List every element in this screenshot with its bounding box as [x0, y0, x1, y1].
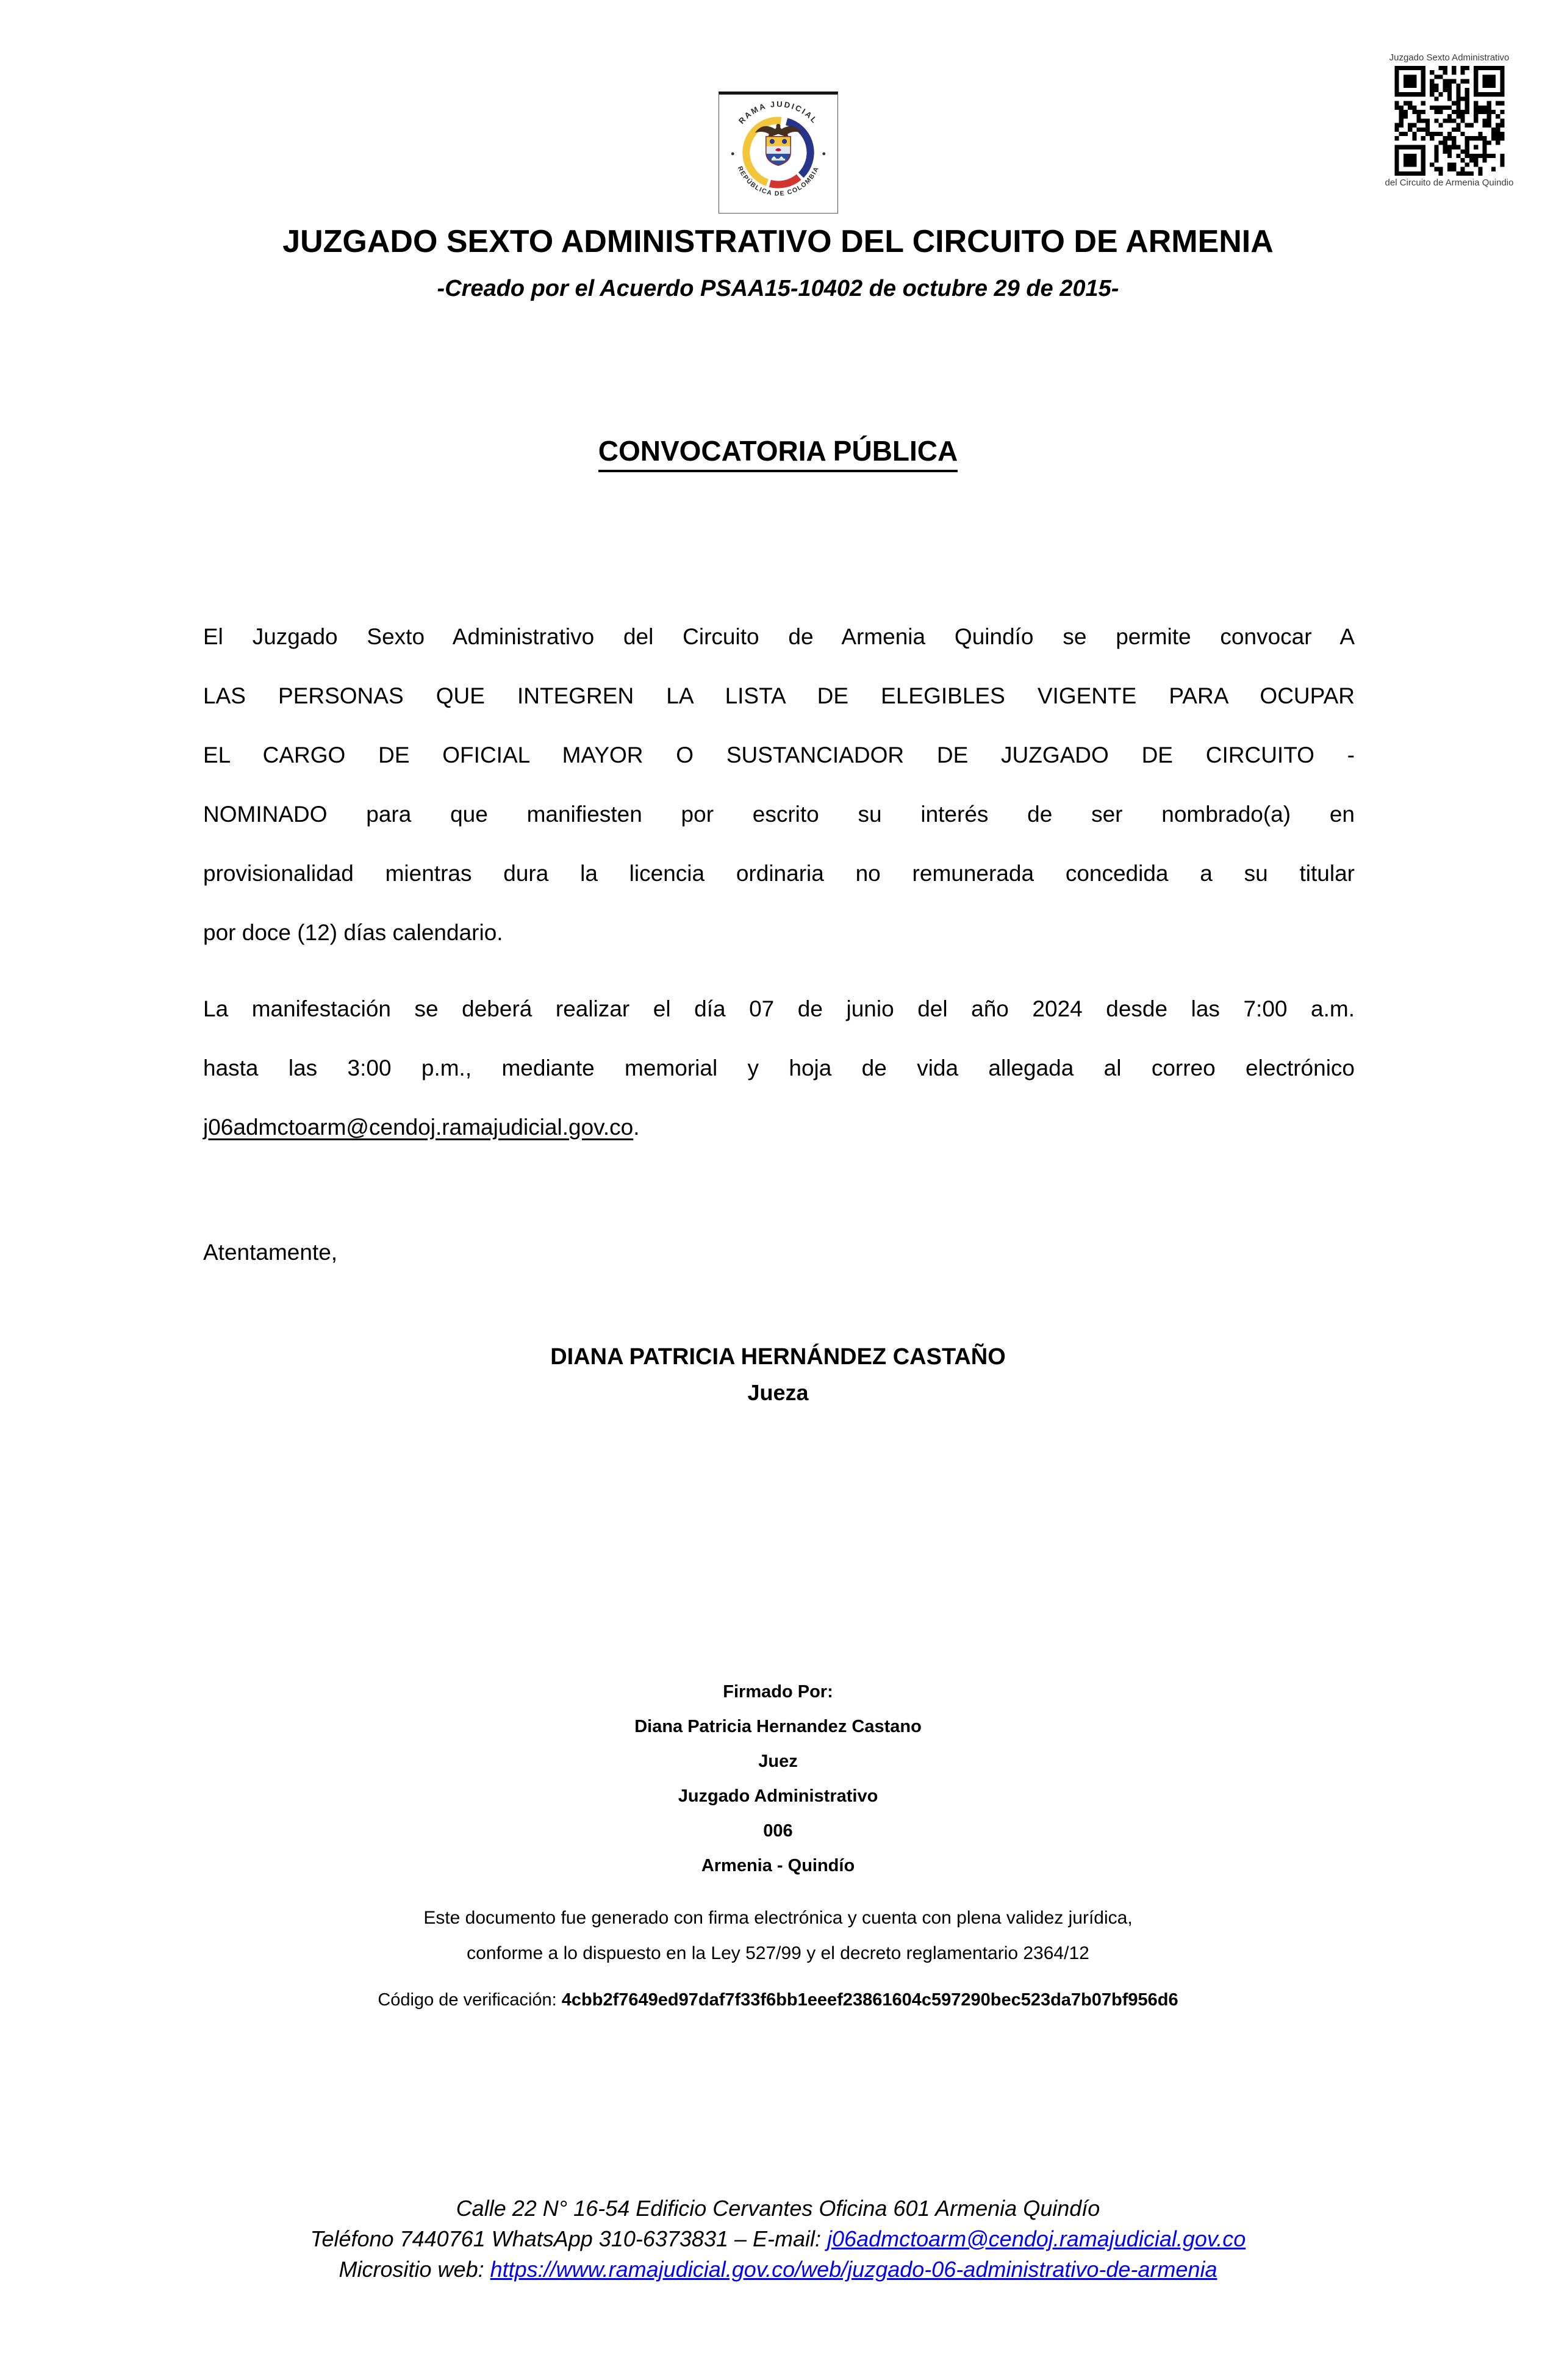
footer-address: Calle 22 N° 16-54 Edificio Cervantes Oficina 601 Armenia Quindío — [456, 2196, 1100, 2221]
page-footer — [0, 2193, 1556, 2285]
qr-block — [1367, 52, 1532, 189]
seal-bottom-text: REPÚBLICA DE COLOMBIA — [736, 165, 820, 198]
paragraph-line: provisionalidad mientras dura la licencia ordinaria no remunerada concedida a su titular — [203, 861, 1355, 886]
paragraph-line: El Juzgado Sexto Administrativo del Circuito de Armenia Quindío se permite convocar A — [203, 624, 1355, 649]
signature-block-line: Diana Patricia Hernandez Castano — [634, 1717, 922, 1736]
legal-notice — [0, 1900, 1556, 1971]
footer-website-link[interactable]: https://www.ramajudicial.gov.co/web/juzgado-06-administrativo-de-armenia — [490, 2257, 1217, 2282]
signature-name: DIANA PATRICIA HERNÁNDEZ CASTAÑO — [550, 1344, 1006, 1370]
email-suffix: . — [633, 1115, 640, 1140]
electronic-signature-block — [0, 1675, 1556, 1883]
signature-block-line: Juez — [758, 1752, 798, 1771]
rama-judicial-emblem-icon — [720, 96, 837, 210]
signature — [0, 1342, 1556, 1406]
footer-website — [0, 2254, 1556, 2285]
qr-top-caption: Juzgado Sexto Administrativo — [1389, 52, 1510, 63]
qr-bottom-caption: del Circuito de Armenia Quindio — [1385, 178, 1514, 188]
paragraph-line: La manifestación se deberá realizar el día 07 de junio del año 2024 desde las 7:00 a.m. — [203, 996, 1355, 1021]
page-title: JUZGADO SEXTO ADMINISTRATIVO DEL CIRCUITO DE ARMENIA — [282, 224, 1274, 259]
verification-code-line — [0, 1990, 1556, 2010]
rama-judicial-logo — [719, 92, 838, 214]
signature-role: Jueza — [747, 1380, 809, 1405]
paragraph-line: hasta las 3:00 p.m., mediante memorial y hoja de vida allegada al correo electrónico — [203, 1055, 1355, 1080]
footer-website-label: Micrositio web: — [339, 2257, 490, 2282]
paragraph-1 — [203, 607, 1355, 962]
signature-block-line: Firmado Por: — [723, 1682, 833, 1702]
verification-code: 4cbb2f7649ed97daf7f33f6bb1eeef23861604c597290bec523da7b07bf956d6 — [561, 1990, 1178, 2010]
signature-block-line: Juzgado Administrativo — [678, 1786, 878, 1806]
paragraph-line: por doce (12) días calendario. — [203, 920, 503, 945]
signature-block-line: 006 — [763, 1821, 793, 1841]
signature-block-line: Armenia - Quindío — [701, 1856, 855, 1875]
legal-notice-line: Este documento fue generado con firma electrónica y cuenta con plena validez jurídica, — [423, 1908, 1133, 1928]
footer-email-link[interactable]: j06admctoarm@cendoj.ramajudicial.gov.co — [827, 2226, 1246, 2251]
document-heading — [0, 434, 1556, 467]
closing-salutation: Atentamente, — [203, 1240, 338, 1265]
paragraph-2 — [203, 979, 1355, 1098]
footer-contact-label: Teléfono 7440761 WhatsApp 310-6373831 – E-mail: — [310, 2226, 828, 2251]
paragraph-line: EL CARGO DE OFICIAL MAYOR O SUSTANCIADOR DE JUZGADO DE CIRCUITO - — [203, 742, 1355, 768]
paragraph-line: LAS PERSONAS QUE INTEGREN LA LISTA DE ELEGIBLES VIGENTE PARA OCUPAR — [203, 683, 1355, 708]
verification-label: Código de verificación: — [378, 1990, 562, 2010]
page-subtitle: -Creado por el Acuerdo PSAA15-10402 de octubre 29 de 2015- — [437, 276, 1119, 301]
legal-notice-line: conforme a lo dispuesto en la Ley 527/99 y el decreto reglamentario 2364/12 — [467, 1943, 1089, 1963]
qr-code-image — [1393, 66, 1506, 176]
footer-contact — [0, 2224, 1556, 2254]
paragraph-line: NOMINADO para que manifiesten por escrito su interés de ser nombrado(a) en — [203, 802, 1355, 827]
paragraph-2-email-line — [203, 1098, 1355, 1157]
seal-top-text: RAMA JUDICIAL — [736, 99, 820, 126]
document-heading-text: CONVOCATORIA PÚBLICA — [598, 435, 958, 472]
body-email-link[interactable]: j06admctoarm@cendoj.ramajudicial.gov.co — [203, 1115, 634, 1140]
